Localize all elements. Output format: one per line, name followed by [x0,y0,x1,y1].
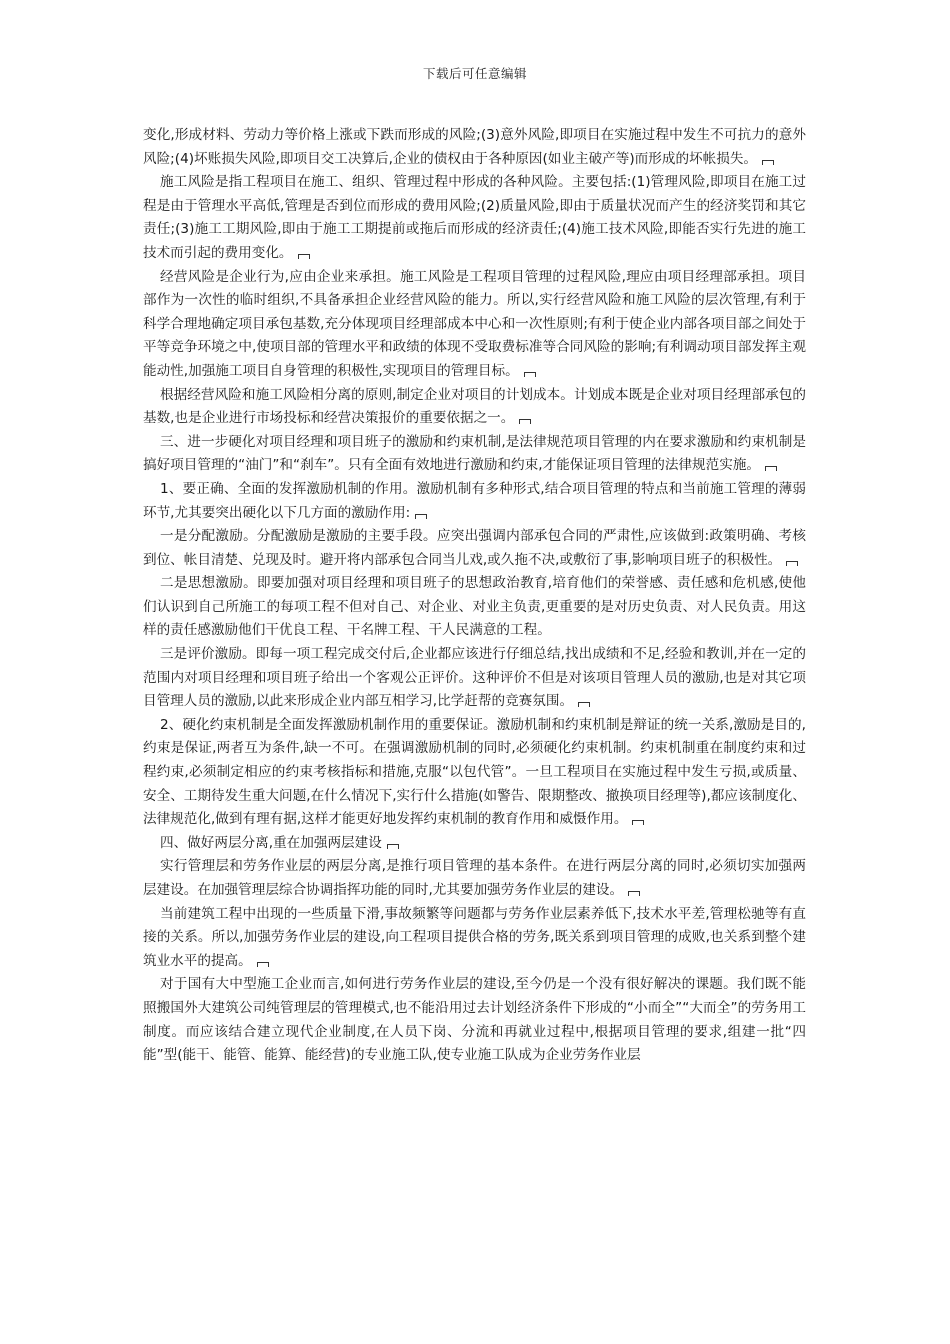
paragraph-13: 当前建筑工程中出现的一些质量下滑,事故频繁等问题都与劳务作业层素养低下,技术水平差,管理松驰等有直接的关系。所以,加强劳务作业层的建设,向工程项目提供合格的劳务,既关系到项目管理的成败,也关系到整个建筑业水平的提高。 [143,905,806,969]
paragraph-7: 一是分配激励。分配激励是激励的主要手段。应突出强调内部承包合同的严肃性,应该做到:政策明确、考核到位、帐目清楚、兑现及时。避开将内部承包合同当儿戏,或久拖不决,或敷衍了事,影响项目班子的积极性。 [143,528,806,568]
paragraph-10: 2、硬化约束机制是全面发挥激励机制作用的重要保证。激励机制和约束机制是辩证的统一关系,激励是目的,约束是保证,两者互为条件,缺一不可。在强调激励机制的同时,必须硬化约束机制。约束机制重在制度约束和过程约束,必须制定相应的约束考核指标和措施,克服“以包代管”。一旦工程项目在实施过程中发生亏损,或质量、安全、工期待发生重大问题,在什么情况下,实行什么措施(如警告、限期整改、撤换项目经理等),都应该制度化、法律规范化,做到有理有据,这样才能更好地发挥约束机制的教育作用和威慑作用。 [143,716,806,828]
paragraph-mark-icon [786,561,798,566]
paragraph-mark-icon [387,844,399,849]
paragraph-mark-icon [415,514,427,519]
paragraph-mark-icon [632,820,644,825]
paragraph-6: 1、要正确、全面的发挥激励机制的作用。激励机制有多种形式,结合项目管理的特点和当前施工管理的薄弱环节,尤其要突出硬化以下几方面的激励作用: [143,480,806,521]
paragraph-mark-icon [628,891,640,896]
paragraph-mark-icon [524,372,536,377]
paragraph-14: 对于国有大中型施工企业而言,如何进行劳务作业层的建设,至今仍是一个没有很好解决的课题。我们既不能照搬国外大建筑公司纯管理层的管理模式,也不能沿用过去计划经济条件下形成的“小而全”“大而全”的劳务用工制度。而应该结合建立现代企业制度,在人员下岗、分流和再就业过程中,根据项目管理的要求,组建一批“四能”型(能干、能管、能算、能经营)的专业施工队,使专业施工队成为企业劳务作业层 [143,976,806,1064]
paragraph-mark-icon [298,254,310,259]
paragraph-mark-icon [765,466,777,471]
paragraph-mark-icon [578,702,590,707]
paragraph-mark-icon [762,160,774,165]
paragraph-2: 施工风险是指工程项目在施工、组织、管理过程中形成的各种风险。主要包括:(1)管理风险,即项目在施工过程是由于管理水平高低,管理是否到位而形成的费用风险;(2)质量风险,即由于质量状况而产生的经济奖罚和其它责任;(3)施工工期风险,即由于施工工期提前或拖后而形成的经济责任;(4)施工技术风险,即能否实行先进的施工技术而引起的费用变化。 [143,174,806,261]
paragraph-12: 实行管理层和劳务作业层的两层分离,是推行项目管理的基本条件。在进行两层分离的同时,必须切实加强两层建设。在加强管理层综合协调指挥功能的同时,尤其要加强劳务作业层的建设。 [143,858,806,898]
document-body [143,124,806,1068]
paragraph-mark-icon [519,419,531,424]
paragraph-3: 经营风险是企业行为,应由企业来承担。施工风险是工程项目管理的过程风险,理应由项目经理部承担。项目部作为一次性的临时组织,不具备承担企业经营风险的能力。所以,实行经营风险和施工风险的层次管理,有利于科学合理地确定项目承包基数,充分体现项目经理部成本中心和一次性原则;有利于使企业内部各项目部之间处于平等竞争环境之中,使项目部的管理水平和政绩的体现不受取费标准等合同风险的影响;有利调动项目部发挥主观能动性,加强施工项目自身管理的积极性,实现项目的管理目标。 [143,268,806,379]
paragraph-5: 三、进一步硬化对项目经理和项目班子的激励和约束机制,是法律规范项目管理的内在要求激励和约束机制是搞好项目管理的“油门”和“刹车”。只有全面有效地进行激励和约束,才能保证项目管理的法律规范实施。 [143,433,806,474]
page-header: 下载后可任意编辑 [422,66,527,81]
paragraph-8: 二是思想激励。即要加强对项目经理和项目班子的思想政治教育,培育他们的荣誉感、责任感和危机感,使他们认识到自己所施工的每项工程不但对自己、对企业、对业主负责,更重要的是对历史负责、对人民负责。用这样的责任感激励他们干优良工程、干名牌工程、干人民满意的工程。 [143,575,806,639]
paragraph-4: 根据经营风险和施工风险相分离的原则,制定企业对项目的计划成本。计划成本既是企业对项目经理部承包的基数,也是企业进行市场投标和经营决策报价的重要依据之一。 [143,386,806,427]
paragraph-9: 三是评价激励。即每一项工程完成交付后,企业都应该进行仔细总结,找出成绩和不足,经验和教训,并在一定的范围内对项目经理和项目班子给出一个客观公正评价。这种评价不但是对该项目管理人员的激励,也是对其它项目管理人员的激励,以此来形成企业内部互相学习,比学赶帮的竞赛氛围。 [143,646,806,710]
paragraph-mark-icon [257,962,269,967]
paragraph-1: 变化,形成材料、劳动力等价格上涨或下跌而形成的风险;(3)意外风险,即项目在实施过程中发生不可抗力的意外风险;(4)坏账损失风险,即项目交工决算后,企业的债权由于各种原因(如业主破产等)而形成的坏帐损失。 [143,127,806,167]
section-heading-4: 四、做好两层分离,重在加强两层建设 [143,832,806,856]
